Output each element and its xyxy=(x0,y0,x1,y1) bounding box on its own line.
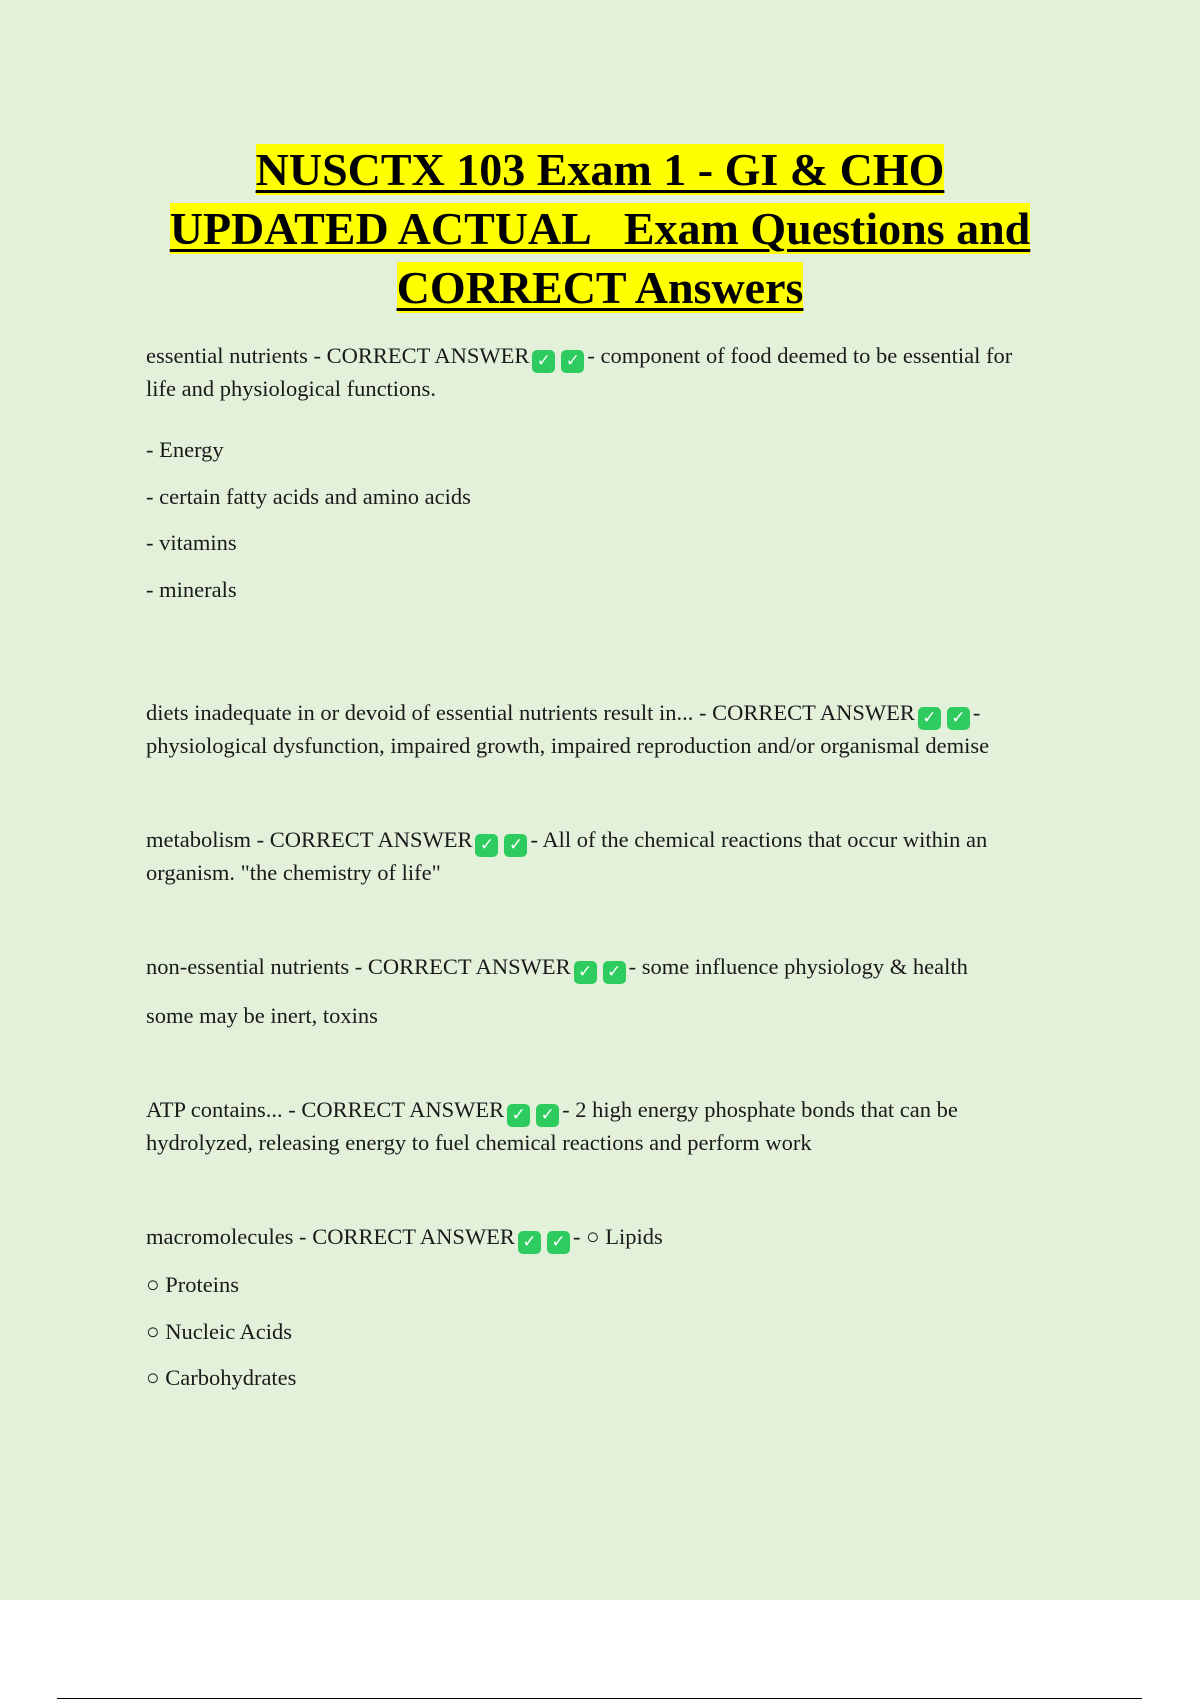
answer-marker: CORRECT ANSWER xyxy=(301,1097,505,1122)
check-mark-icon: ✓ xyxy=(561,350,584,373)
qa-entry-non-essential-nutrients xyxy=(146,951,1086,984)
answer-marker: CORRECT ANSWER xyxy=(312,1224,515,1249)
title-line-3: CORRECT Answers xyxy=(396,262,804,313)
check-mark-icon: ✓ xyxy=(475,834,498,857)
qa-question-line xyxy=(146,340,1086,373)
check-mark-icon: ✓ xyxy=(536,1104,559,1127)
check-mark-icon: ✓ xyxy=(532,350,555,373)
list-item: - vitamins xyxy=(146,530,237,555)
qa-question-line xyxy=(146,951,1086,984)
title-line-2: UPDATED ACTUAL Exam Questions and xyxy=(169,203,1031,254)
qa-question-line xyxy=(146,824,1086,857)
qa-term: diets inadequate in or devoid of essential nutrients result in... - xyxy=(146,700,713,725)
qa-answer-continuation: physiological dysfunction, impaired growth, impaired reproduction and/or organismal demise xyxy=(146,733,990,758)
qa-answer: - xyxy=(972,700,981,725)
qa-term: ATP contains... - xyxy=(146,1097,302,1122)
qa-answer: - some influence physiology & health xyxy=(628,954,968,979)
list-item: - certain fatty acids and amino acids xyxy=(146,484,471,509)
qa-answer: - 2 high energy phosphate bonds that can be xyxy=(562,1097,958,1122)
qa-entry-macromolecules xyxy=(146,1221,1086,1254)
answer-marker: CORRECT ANSWER xyxy=(367,954,571,979)
check-mark-icon: ✓ xyxy=(947,707,970,730)
list-item: ○ Nucleic Acids xyxy=(146,1319,293,1344)
qa-entry-diets-inadequate xyxy=(146,697,1086,762)
qa-term: macromolecules - xyxy=(146,1224,313,1249)
list-item: ○ Proteins xyxy=(146,1272,239,1297)
answer-marker: CORRECT ANSWER xyxy=(326,343,530,368)
title-line-1: NUSCTX 103 Exam 1 - GI & CHO xyxy=(255,144,945,195)
qa-answer-continuation: life and physiological functions. xyxy=(146,376,436,401)
check-mark-icon: ✓ xyxy=(918,707,941,730)
check-mark-icon: ✓ xyxy=(574,961,597,984)
qa-answer-continuation: hydrolyzed, releasing energy to fuel chemical reactions and perform work xyxy=(146,1130,812,1155)
qa-answer-continuation: some may be inert, toxins xyxy=(146,1003,378,1028)
check-mark-icon: ✓ xyxy=(603,961,626,984)
answer-marker: CORRECT ANSWER xyxy=(269,827,473,852)
answer-marker: CORRECT ANSWER xyxy=(712,700,915,725)
list-item: - minerals xyxy=(146,577,237,602)
qa-answer-continuation: organism. "the chemistry of life" xyxy=(146,860,441,885)
check-mark-icon: ✓ xyxy=(518,1231,541,1254)
qa-term: non-essential nutrients - xyxy=(146,954,368,979)
qa-question-line xyxy=(146,1221,1086,1254)
qa-entry-essential-nutrients xyxy=(146,340,1086,405)
qa-question-line xyxy=(146,1094,1086,1127)
qa-question-line xyxy=(146,697,1086,730)
qa-term: essential nutrients - xyxy=(146,343,327,368)
qa-term: metabolism - xyxy=(146,827,270,852)
qa-answer: - All of the chemical reactions that occur within an xyxy=(530,827,988,852)
list-item: - Energy xyxy=(146,437,224,462)
check-mark-icon: ✓ xyxy=(504,834,527,857)
list-item: ○ Carbohydrates xyxy=(146,1365,297,1390)
bottom-divider xyxy=(57,1698,1142,1699)
check-mark-icon: ✓ xyxy=(507,1104,530,1127)
qa-entry-metabolism xyxy=(146,824,1086,889)
check-mark-icon: ✓ xyxy=(547,1231,570,1254)
qa-answer: - ○ Lipids xyxy=(572,1224,663,1249)
qa-entry-atp-contains xyxy=(146,1094,1086,1159)
qa-answer: - component of food deemed to be essential for xyxy=(587,343,1013,368)
document-title xyxy=(100,140,1100,317)
